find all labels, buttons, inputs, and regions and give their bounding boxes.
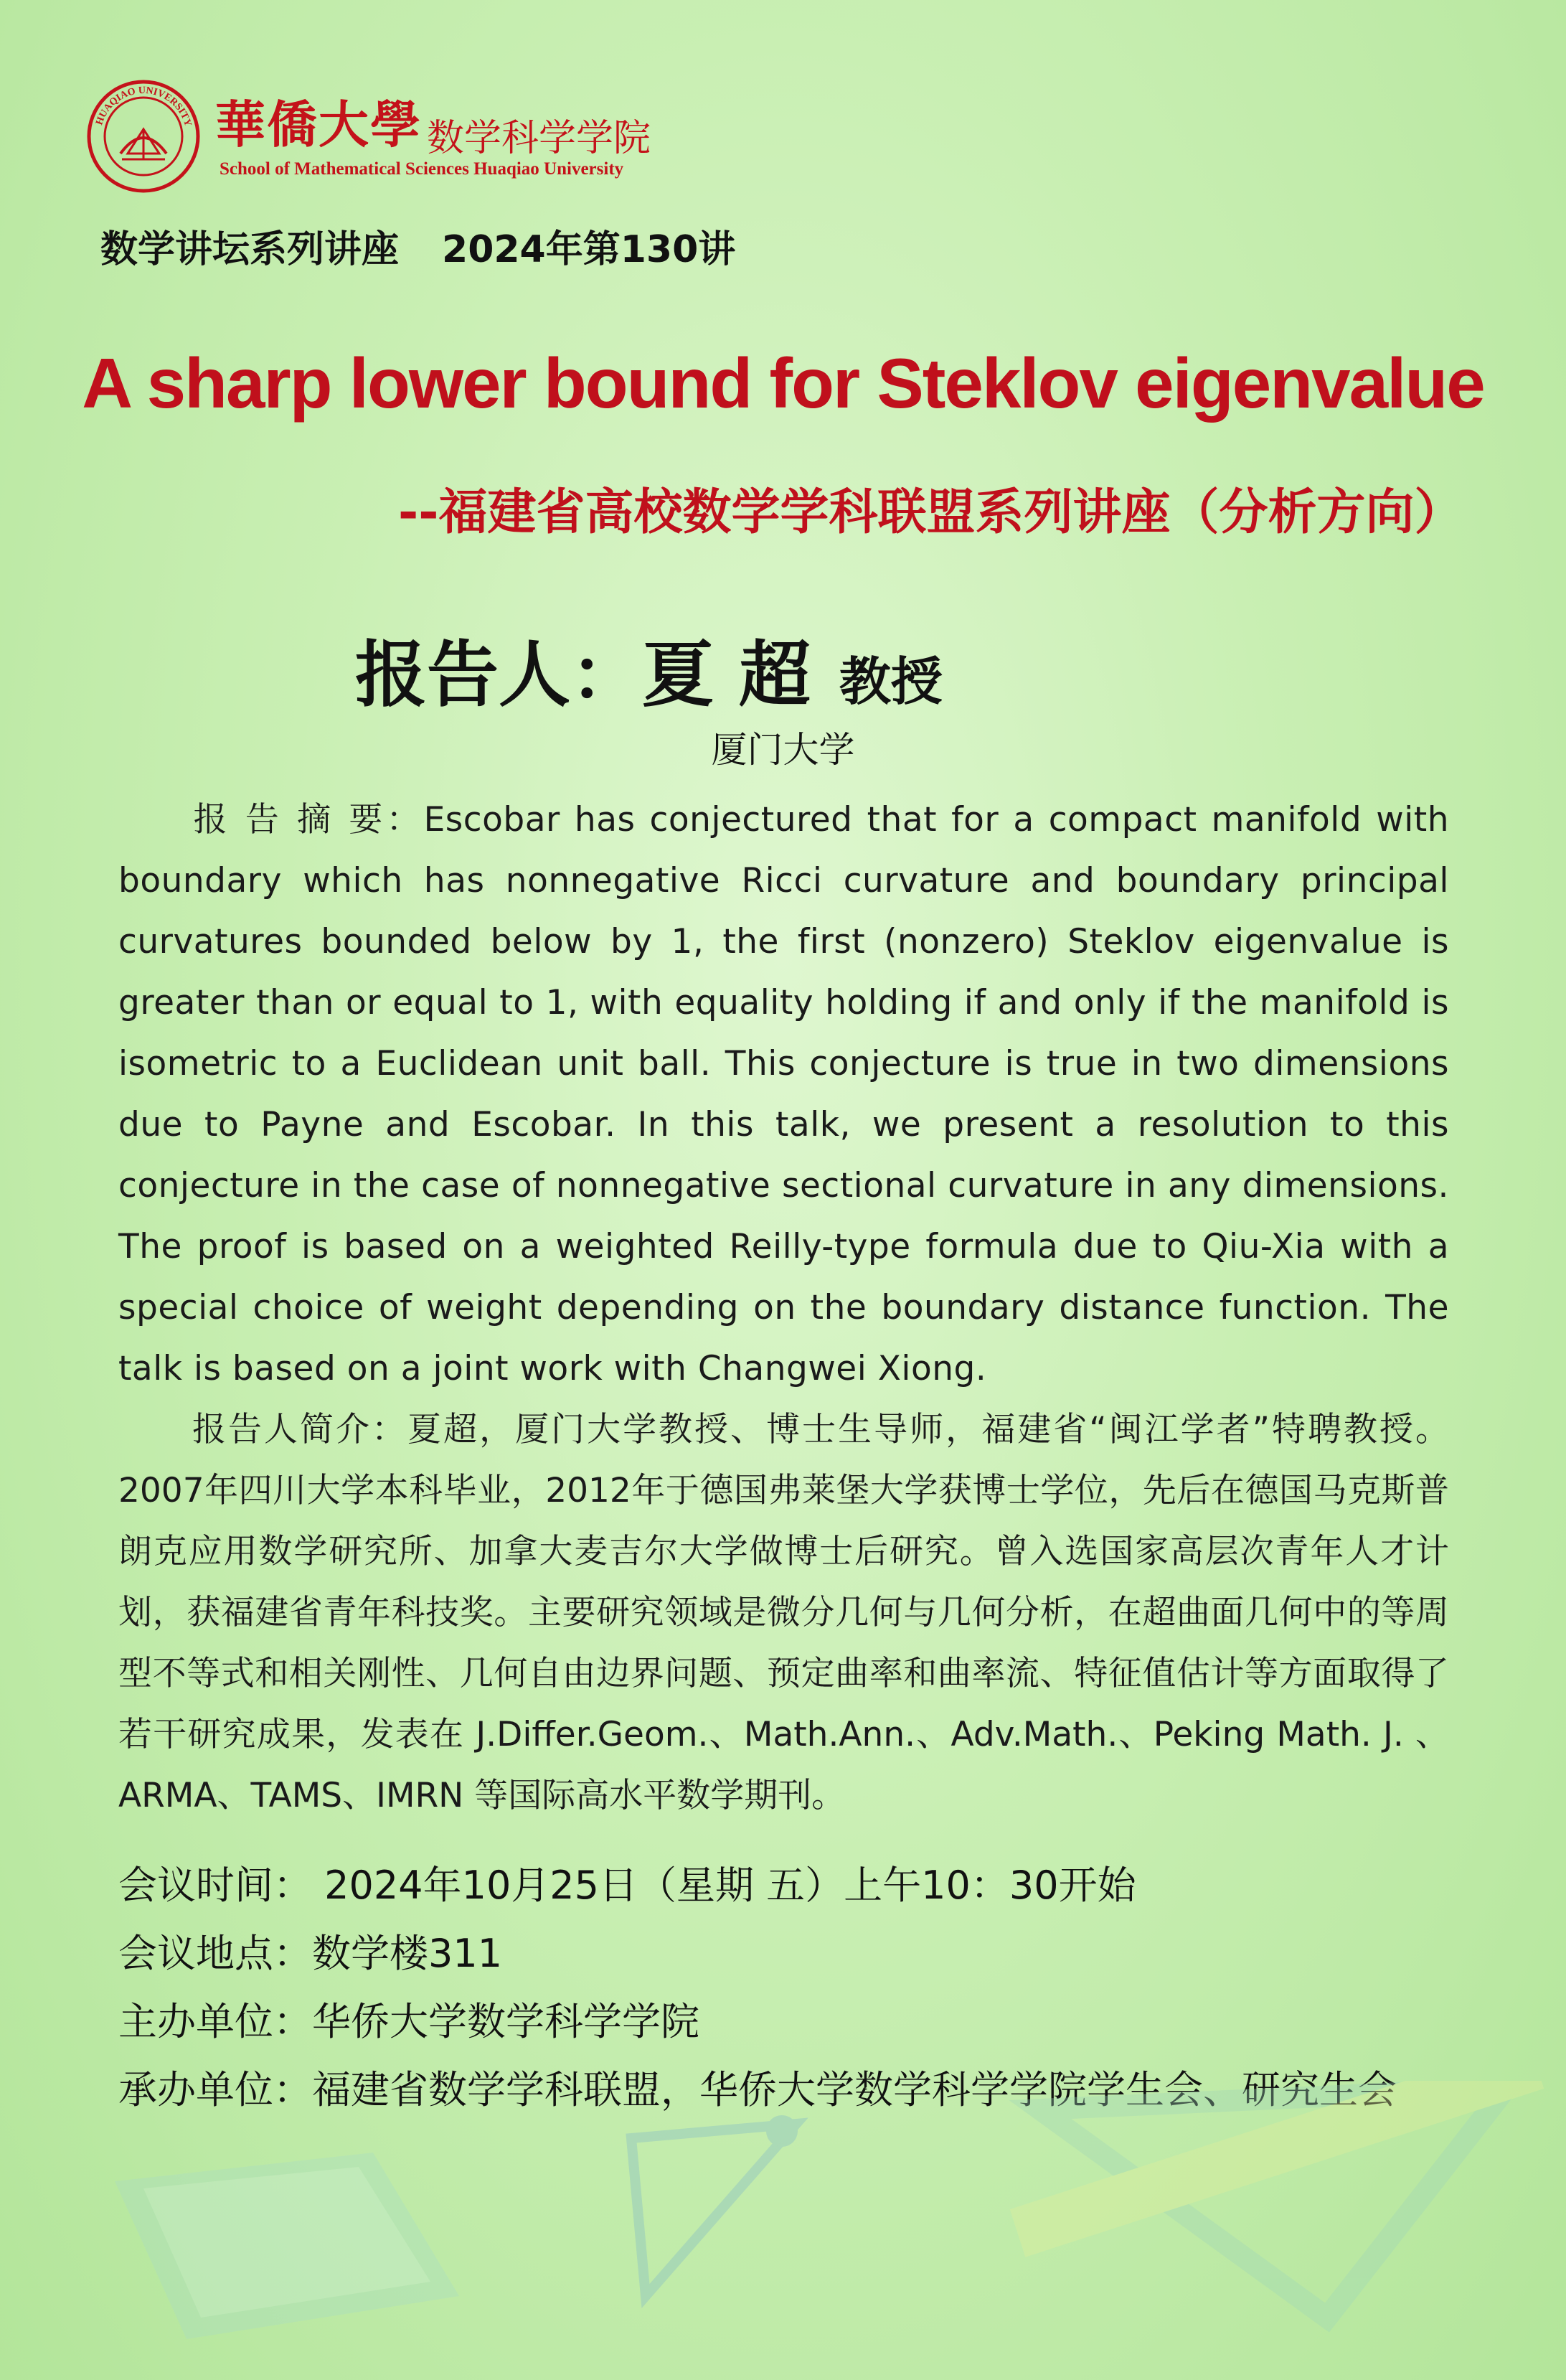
organizer-unit: 承办单位：福建省数学学科联盟，华侨大学数学科学学院学生会、研究生会: [118, 2067, 1397, 2112]
talk-title: A sharp lower bound for Steklov eigenvalue: [82, 344, 1484, 423]
department-name-cn: 数学科学学院: [427, 117, 651, 160]
seal-text: HUAQIAO UNIVERSITY: [94, 85, 194, 128]
department-name-en: School of Mathematical Sciences Huaqiao University: [220, 159, 624, 179]
speaker-title: 教授: [839, 652, 943, 712]
abstract-text: 报 告 摘 要：Escobar has conjectured that for a compact manifold with boundary which has nonnegative Ricci curvature and boundary principal curvatures bounded below by 1, the first (nonzero) Steklov eigenvalue is greater than or equal to 1, with equality holding if and only if the manifold is isometric to a Euclidean unit ball. This conjecture is true in two dimensions due to Payne and Escobar. In this talk, we present a resolution to this conjecture in the case of nonnegative sectional curvature in any dimensions. The proof is based on a weighted Reilly-type formula due to Qiu-Xia with a special choice of weight depending on the boundary distance function. The talk is based on a joint work with Changwei Xiong.: [118, 800, 1449, 1388]
abstract-paragraph: [118, 789, 1449, 1399]
series-number: 2024年第130讲: [442, 228, 736, 271]
compass-icon: [631, 2124, 796, 2296]
host-unit: 主办单位：华侨大学数学科学学院: [118, 1999, 699, 2044]
bio-paragraph: [118, 1399, 1449, 1826]
lecture-series: [100, 219, 735, 273]
speaker-line: [355, 617, 943, 720]
bio-text: 报告人简介：夏超，厦门大学教授、博士生导师，福建省“闽江学者”特聘教授。2007年四川大学本科毕业，2012年于德国弗莱堡大学获博士学位，先后在德国马克斯普朗克应用数学研究所、加拿大麦吉尔大学做博士后研究。曾入选国家高层次青年人才计划，获福建省青年科技奖。主要研究领域是微分几何与几何分析，在超曲面几何中的等周型不等式和相关刚性、几何自由边界问题、预定曲率和曲率流、特征值估计等方面取得了若干研究成果，发表在 J.Differ.Geom.、Math.Ann.、Adv.Math.、Peking Math. J. 、ARMA、TAMS、IMRN 等国际高水平数学期刊。: [118, 1410, 1449, 1815]
meeting-location: 会议地点：数学楼311: [118, 1931, 503, 1976]
speaker-name: 报告人：夏 超: [355, 633, 811, 717]
meeting-time: 会议时间： 2024年10月25日（星期 五）上午10：30开始: [118, 1863, 1136, 1908]
talk-subtitle: --福建省高校数学学科联盟系列讲座（分析方向）: [398, 484, 1463, 541]
decorative-stationery-illustration: [0, 2081, 1566, 2380]
speaker-affiliation: 厦门大学: [711, 729, 855, 771]
university-name-cn: 華僑大學: [215, 95, 422, 154]
series-name: 数学讲坛系列讲座: [100, 228, 400, 271]
university-seal-logo: [86, 79, 201, 194]
